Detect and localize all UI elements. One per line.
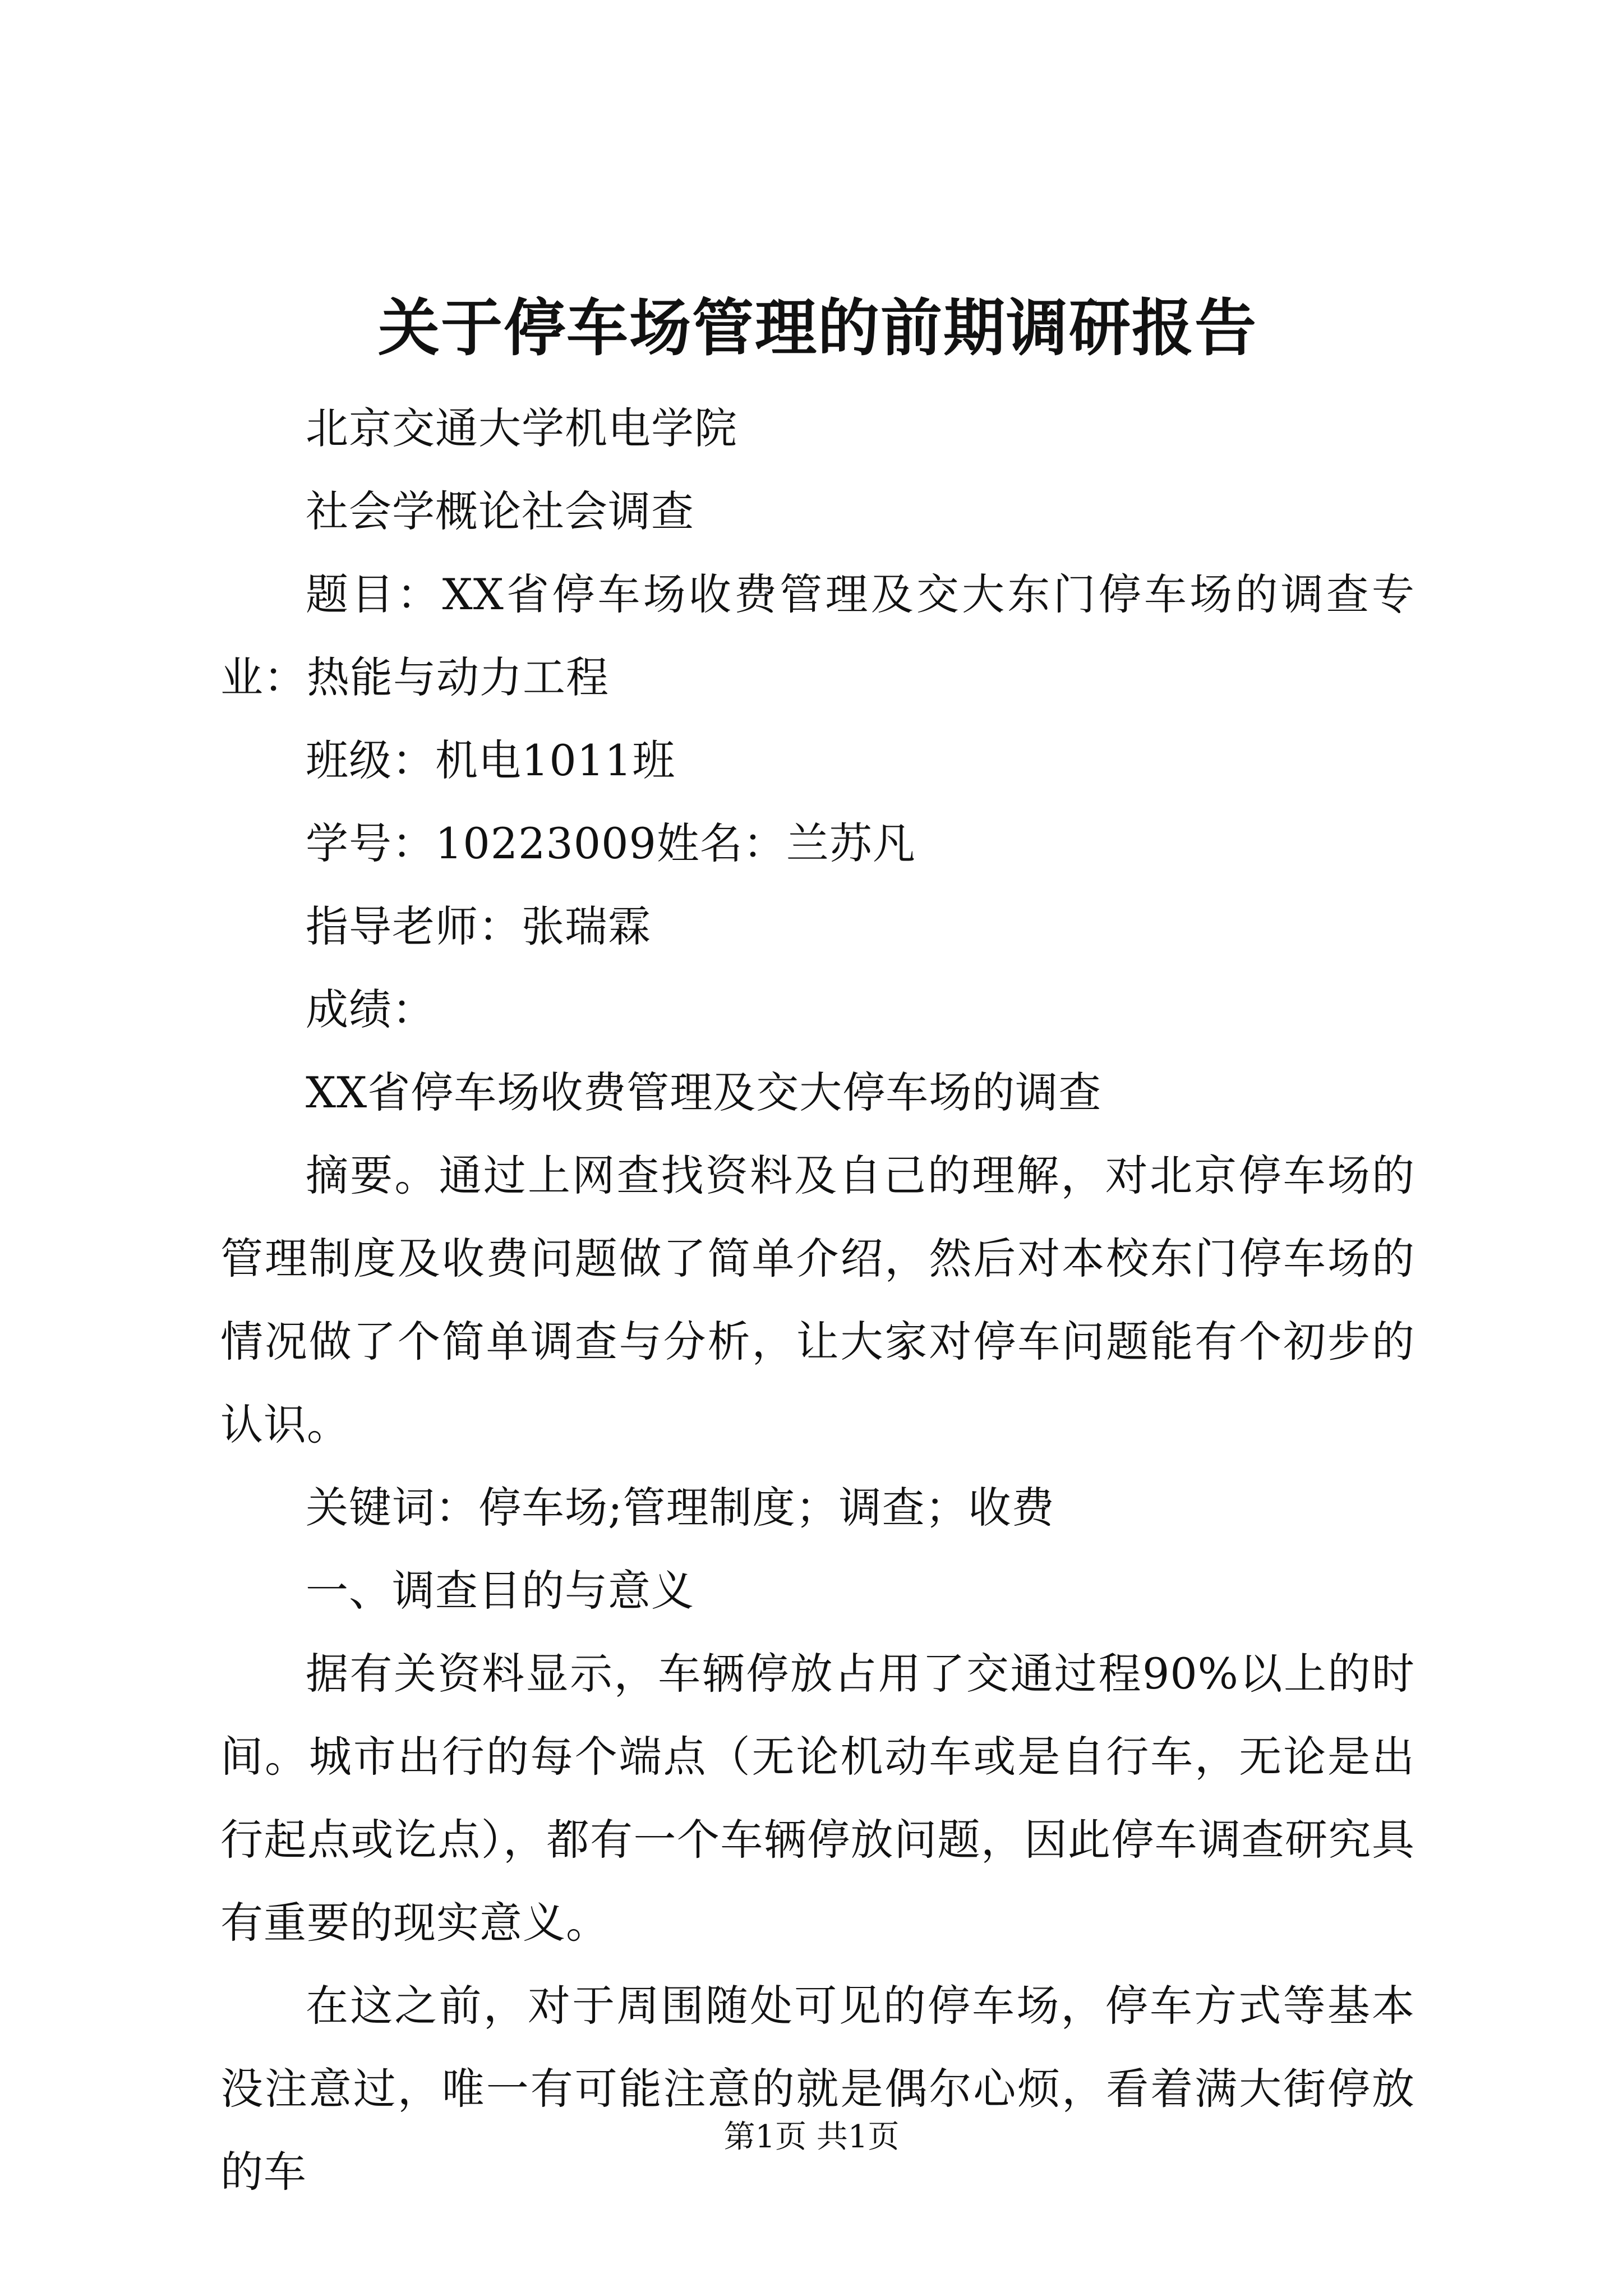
page-footer: 第1页 共1页 [723, 2119, 900, 2155]
body-paragraph: 据有关资料显示，车辆停放占用了交通过程90%以上的时间。城市出行的每个端点（无论机动车或是自行车，无论是出行起点或讫点），都有一个车辆停放问题，因此停车调查研究具有重要的现实意义。 [220, 1649, 1415, 1948]
course-line: 社会学概论社会调查 [306, 486, 694, 536]
student-line: 学号：10223009姓名：兰苏凡 [306, 818, 916, 868]
grade-line: 成绩： [306, 984, 435, 1034]
class-line: 班级：机电1011班 [306, 735, 676, 785]
keywords-line: 关键词：停车场;管理制度；调查；收费 [306, 1483, 1055, 1533]
subtitle-line: XX省停车场收费管理及交大停车场的调查 [306, 1068, 1102, 1117]
section-heading: 一、调查目的与意义 [306, 1566, 694, 1616]
document-body [220, 387, 1415, 2214]
advisor-line: 指导老师：张瑞霖 [306, 901, 651, 951]
institution-line: 北京交通大学机电学院 [306, 403, 737, 453]
body-paragraph: 在这之前，对于周围随处可见的停车场，停车方式等基本没注意过，唯一有可能注意的就是偶尔心烦，看着满大街停放的车 [220, 1981, 1415, 2197]
abstract-paragraph: 摘要。通过上网查找资料及自己的理解，对北京停车场的管理制度及收费问题做了简单介绍，然后对本校东门停车场的情况做了个简单调查与分析，让大家对停车问题能有个初步的认识。 [220, 1151, 1415, 1450]
document-title: 关于停车场管理的前期调研报告 [378, 292, 1257, 364]
topic-major-line: 题目：XX省停车场收费管理及交大东门停车场的调查专业：热能与动力工程 [220, 569, 1415, 702]
